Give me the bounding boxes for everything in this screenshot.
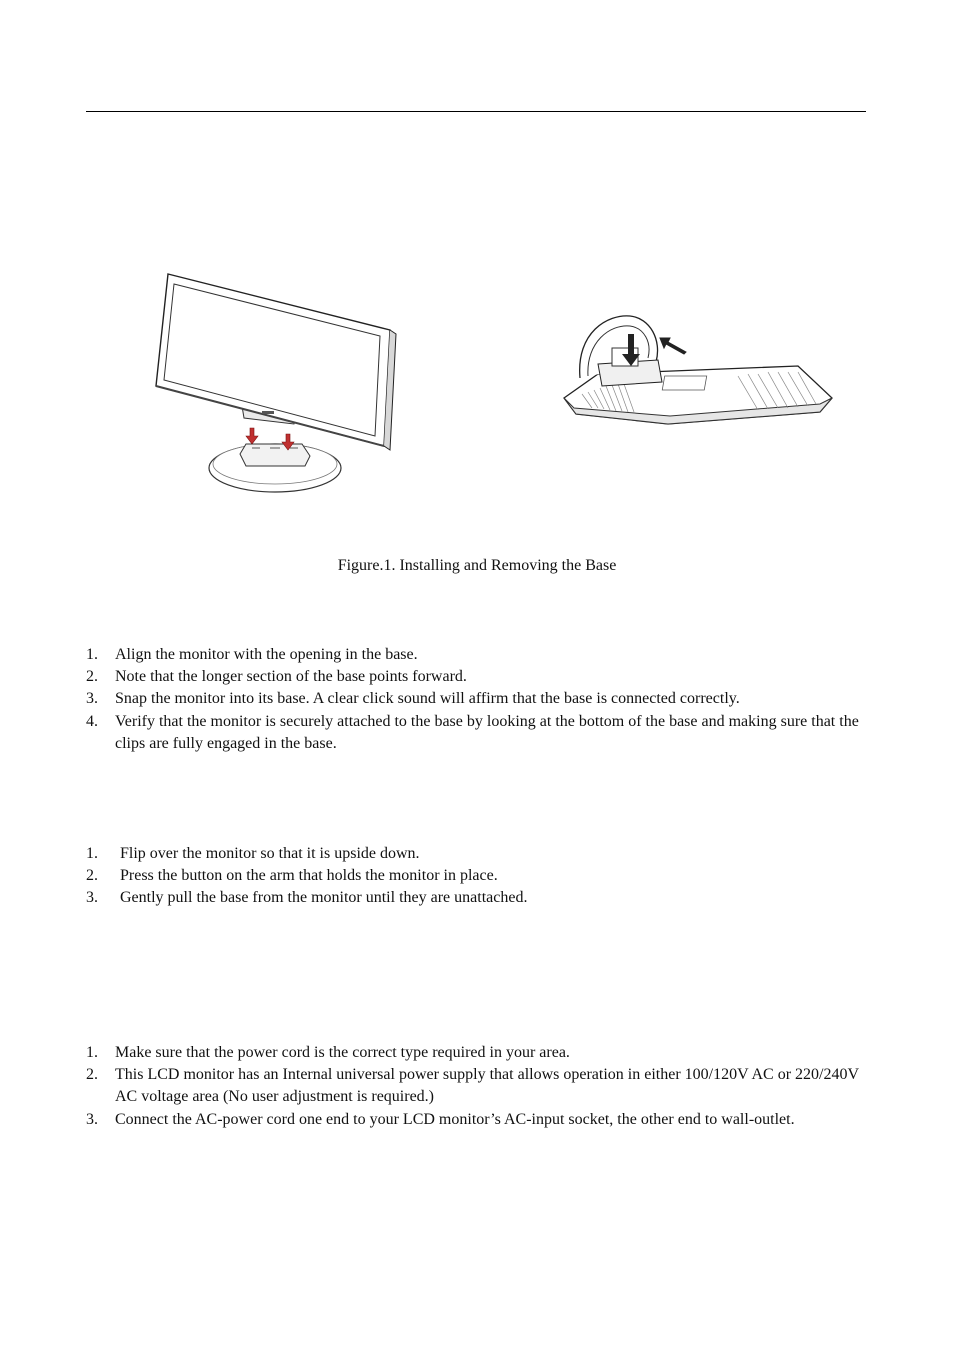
step-number: 3.: [86, 889, 98, 907]
step-number: 2.: [86, 1066, 98, 1084]
step-text: Note that the longer section of the base points forward.: [115, 668, 467, 686]
list-item: [86, 843, 870, 865]
figure-caption: Figure.1. Installing and Removing the Base: [337, 557, 617, 574]
step-number: 2.: [86, 867, 98, 885]
step-text: Verify that the monitor is securely attached to the base by looking at the bottom of the base and making sure that the clips are fully engaged in the base.: [115, 712, 859, 752]
step-text: Flip over the monitor so that it is upside down.: [120, 845, 420, 862]
step-text: Snap the monitor into its base. A clear click sound will affirm that the base is connected correctly.: [115, 690, 740, 708]
remove-steps-list: [86, 843, 870, 910]
list-item: [86, 711, 865, 755]
install-base-illustration: [150, 268, 400, 496]
step-number: 1.: [86, 646, 98, 663]
power-steps-list: [86, 1042, 865, 1131]
list-item: [86, 666, 865, 688]
step-number: 4.: [86, 712, 98, 730]
step-number: 3.: [86, 1110, 98, 1128]
step-text: Connect the AC-power cord one end to your LCD monitor’s AC-input socket, the other end to wall-outlet.: [115, 1110, 795, 1128]
remove-base-illustration: [558, 312, 836, 434]
step-text: Press the button on the arm that holds the monitor in place.: [120, 867, 498, 885]
install-steps-list: [86, 644, 865, 755]
step-text: Align the monitor with the opening in the base.: [115, 646, 418, 663]
step-text: Gently pull the base from the monitor until they are unattached.: [120, 889, 528, 907]
step-text: Make sure that the power cord is the correct type required in your area.: [115, 1044, 570, 1061]
step-number: 1.: [86, 845, 98, 862]
list-item: [86, 688, 865, 710]
step-number: 1.: [86, 1044, 98, 1061]
list-item: [86, 887, 870, 909]
list-item: [86, 1064, 865, 1108]
list-item: [86, 865, 870, 887]
list-item: [86, 644, 865, 666]
step-number: 3.: [86, 690, 98, 708]
step-number: 2.: [86, 668, 98, 686]
header-rule: [86, 111, 866, 112]
list-item: [86, 1109, 865, 1131]
list-item: [86, 1042, 865, 1064]
step-text: This LCD monitor has an Internal universal power supply that allows operation in either 100/120V AC or 220/240V AC voltage area (No user adjustment is required.): [115, 1066, 859, 1106]
